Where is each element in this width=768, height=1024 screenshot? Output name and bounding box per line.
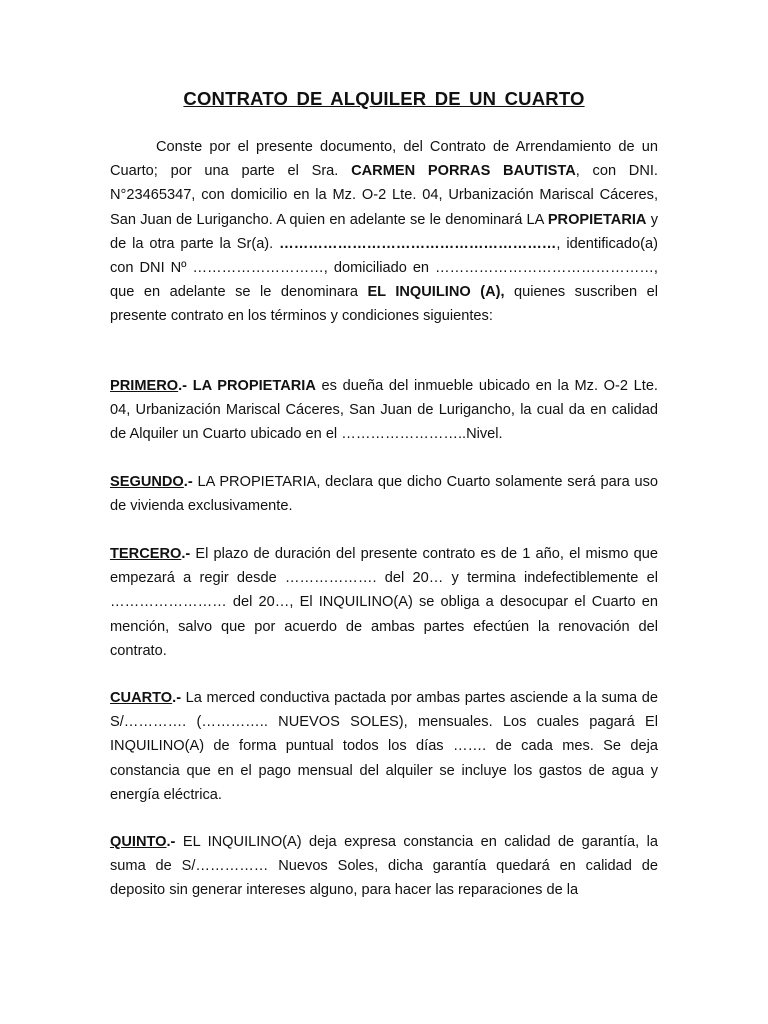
- clause-cuarto-text: La merced conductiva pactada por ambas partes asciende a la suma de S/…………. (………….. NUEVOS SOLES), mensuales. Los cuales pagará El INQUILINO(A) de forma puntual todos los días ……. de cada mes. Se deja constancia que en el pago mensual del alquiler se incluye los gastos de agua y energía eléctrica.: [110, 690, 658, 803]
- clause-segundo-label: SEGUNDO: [110, 474, 184, 490]
- clause-segundo-sep: .-: [183, 474, 193, 490]
- clause-segundo: [110, 470, 658, 518]
- intro-text-4: , identificado(a) con DNI Nº ………………………, domiciliado en ………………………………………, que en adelante se le denominara: [110, 235, 658, 301]
- clause-primero-text: es dueña del inmueble ubicado en la Mz. O-2 Lte. 04, Urbanización Mariscal Cáceres, San Juan de Lurigancho, la cual da en calidad de Alquiler un Cuarto ubicado en el ……………………..Nivel.: [110, 378, 658, 443]
- clause-primero-bold: LA PROPIETARIA: [192, 378, 316, 394]
- propietaria-label: PROPIETARIA: [547, 211, 647, 228]
- intro-text-2: , con DNI. N°23465347, con domicilio en la Mz. O-2 Lte. 04, Urbanización Mariscal Cáceres, San Juan de Lurigancho. A quien en adelante se le denominará LA: [110, 163, 658, 228]
- clause-tercero-sep: .-: [181, 546, 191, 562]
- clause-primero-sep: .-: [178, 378, 193, 394]
- tenant-name-blank: …………………………………………………: [279, 235, 557, 252]
- inquilino-label: EL INQUILINO (A),: [367, 284, 505, 301]
- document-title: CONTRATO DE ALQUILER DE UN CUARTO: [183, 88, 585, 109]
- clause-cuarto: [110, 686, 658, 807]
- intro-text-3: y de la otra parte la Sr(a).: [110, 211, 658, 252]
- intro-paragraph: [110, 135, 658, 329]
- clause-cuarto-label: CUARTO: [110, 690, 173, 706]
- clause-quinto-text: EL INQUILINO(A) deja expresa constancia en calidad de garantía, la suma de S/…………… Nuevos Soles, dicha garantía quedará en calidad de deposito sin generar intereses alguno, para hacer las reparaciones de la: [110, 834, 658, 899]
- clause-segundo-text: LA PROPIETARIA, declara que dicho Cuarto solamente será para uso de vivienda exclusivamente.: [110, 474, 658, 515]
- clause-quinto-label: QUINTO: [110, 834, 167, 850]
- clause-tercero-label: TERCERO: [110, 546, 182, 562]
- clause-primero-label: PRIMERO: [110, 378, 179, 394]
- clause-primero: [110, 374, 658, 447]
- intro-text-1: Conste por el presente documento, del Contrato de Arrendamiento de un Cuarto; por una parte el Sra.: [110, 139, 658, 180]
- clause-cuarto-sep: .-: [172, 690, 182, 706]
- clause-quinto: [110, 830, 658, 903]
- clause-tercero: [110, 542, 658, 663]
- landlord-name: CARMEN PORRAS BAUTISTA: [351, 163, 576, 180]
- clause-quinto-sep: .-: [166, 834, 176, 850]
- intro-text-5: quienes suscriben el presente contrato en los términos y condiciones siguientes:: [110, 284, 658, 325]
- clause-tercero-text: El plazo de duración del presente contrato es de 1 año, el mismo que empezará a regir desde ………………. del 20… y termina indefectiblemente el …………………… del 20…, El INQUILINO(A) se obliga a desocupar el Cuarto en mención, salvo que por acuerdo de ambas partes efectúen la renovación del contrato.: [110, 546, 658, 659]
